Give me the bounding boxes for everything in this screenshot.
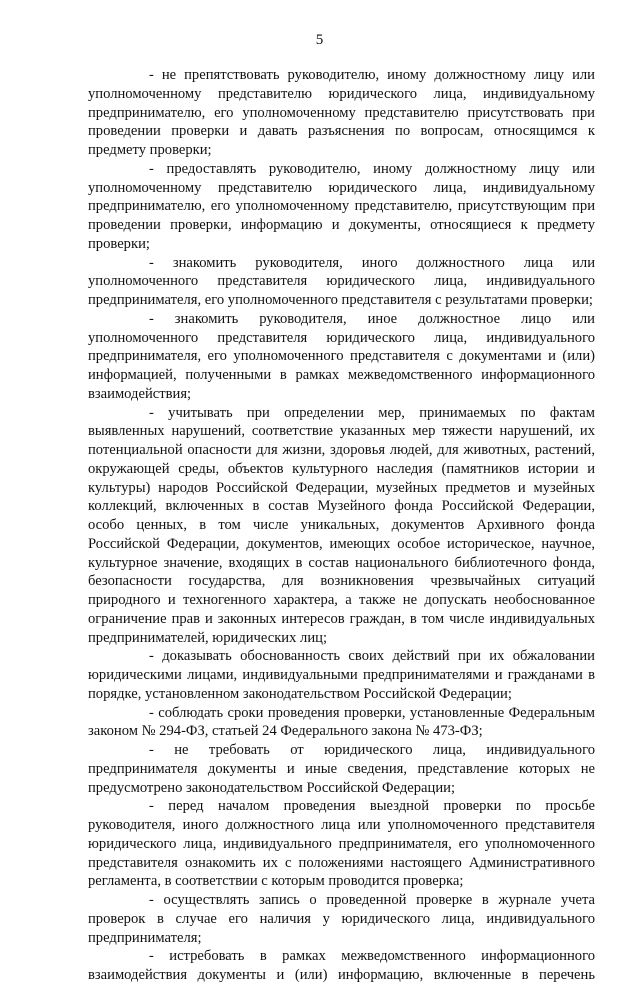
paragraph: - не препятствовать руководителю, иному должностному лицу или уполномоченному представителю юридического лица, индивидуальному предпринимателю, его уполномоченному представителю присутствовать при проведении проверки и давать разъяснения по вопросам, относящимся к предмету проверки; <box>88 67 595 158</box>
paragraph: - перед началом проведения выездной проверки по просьбе руководителя, иного должностного лица или уполномоченного представителя юридического лица, индивидуального предпринимателя, его уполномоченного представителя ознакомить их с положениями настоящего Административного регламента, в соответствии с которым проводится проверка; <box>88 798 595 890</box>
body-text <box>88 66 595 985</box>
paragraph: - предоставлять руководителю, иному должностному лицу или уполномоченному представителю юридического лица, индивидуальному предпринимателю, его уполномоченному представителю, присутствующим при проведении проверки, информацию и документы, относящиеся к предмету проверки; <box>88 160 595 252</box>
paragraph: - знакомить руководителя, иного должностного лица или уполномоченного представителя юридического лица, индивидуального предпринимателя, его уполномоченного представителя с результатами проверки; <box>88 254 595 308</box>
paragraph: - соблюдать сроки проведения проверки, установленные Федеральным законом № 294-ФЗ, статьей 24 Федерального закона № 473-ФЗ; <box>88 704 595 740</box>
paragraph: - доказывать обоснованность своих действий при их обжаловании юридическими лицами, индивидуальными предпринимателями и гражданами в порядке, установленном законодательством Российской Федерации; <box>88 648 595 702</box>
paragraph: - знакомить руководителя, иное должностное лицо или уполномоченного представителя юридического лица, индивидуального предпринимателя, его уполномоченного представителя с документами и (или) информацией, полученными в рамках межведомственного информационного взаимодействия; <box>88 310 595 402</box>
paragraph: - учитывать при определении мер, принимаемых по фактам выявленных нарушений, соответствие указанных мер тяжести нарушений, их потенциальной опасности для жизни, здоровья людей, для животных, растений, окружающей среды, объектов культурного наследия (памятников истории и культуры) народов Российской Федерации, музейных предметов и музейных коллекций, включенных в состав Музейного фонда Российской Федерации, особо ценных, в том числе уникальных, документов Архивного фонда Российской Федерации, документов, имеющих особое историческое, научное, культурное значение, входящих в состав национального библиотечного фонда, безопасности государства, для возникновения чрезвычайных ситуаций природного и техногенного характера, а также не допускать необоснованное ограничение прав и законных интересов граждан, в том числе индивидуальных предпринимателей, юридических лиц; <box>88 404 595 646</box>
paragraph: - истребовать в рамках межведомственного информационного взаимодействия документы и (или) информацию, включенные в перечень <box>88 948 595 983</box>
paragraph: - осуществлять запись о проведенной проверке в журнале учета проверок в случае его наличия у юридического лица, индивидуального предпринимателя; <box>88 892 595 946</box>
page-number: 5 <box>315 32 324 48</box>
paragraph: - не требовать от юридического лица, индивидуального предпринимателя документы и иные сведения, представление которых не предусмотрено законодательством Российской Федерации; <box>88 742 595 796</box>
